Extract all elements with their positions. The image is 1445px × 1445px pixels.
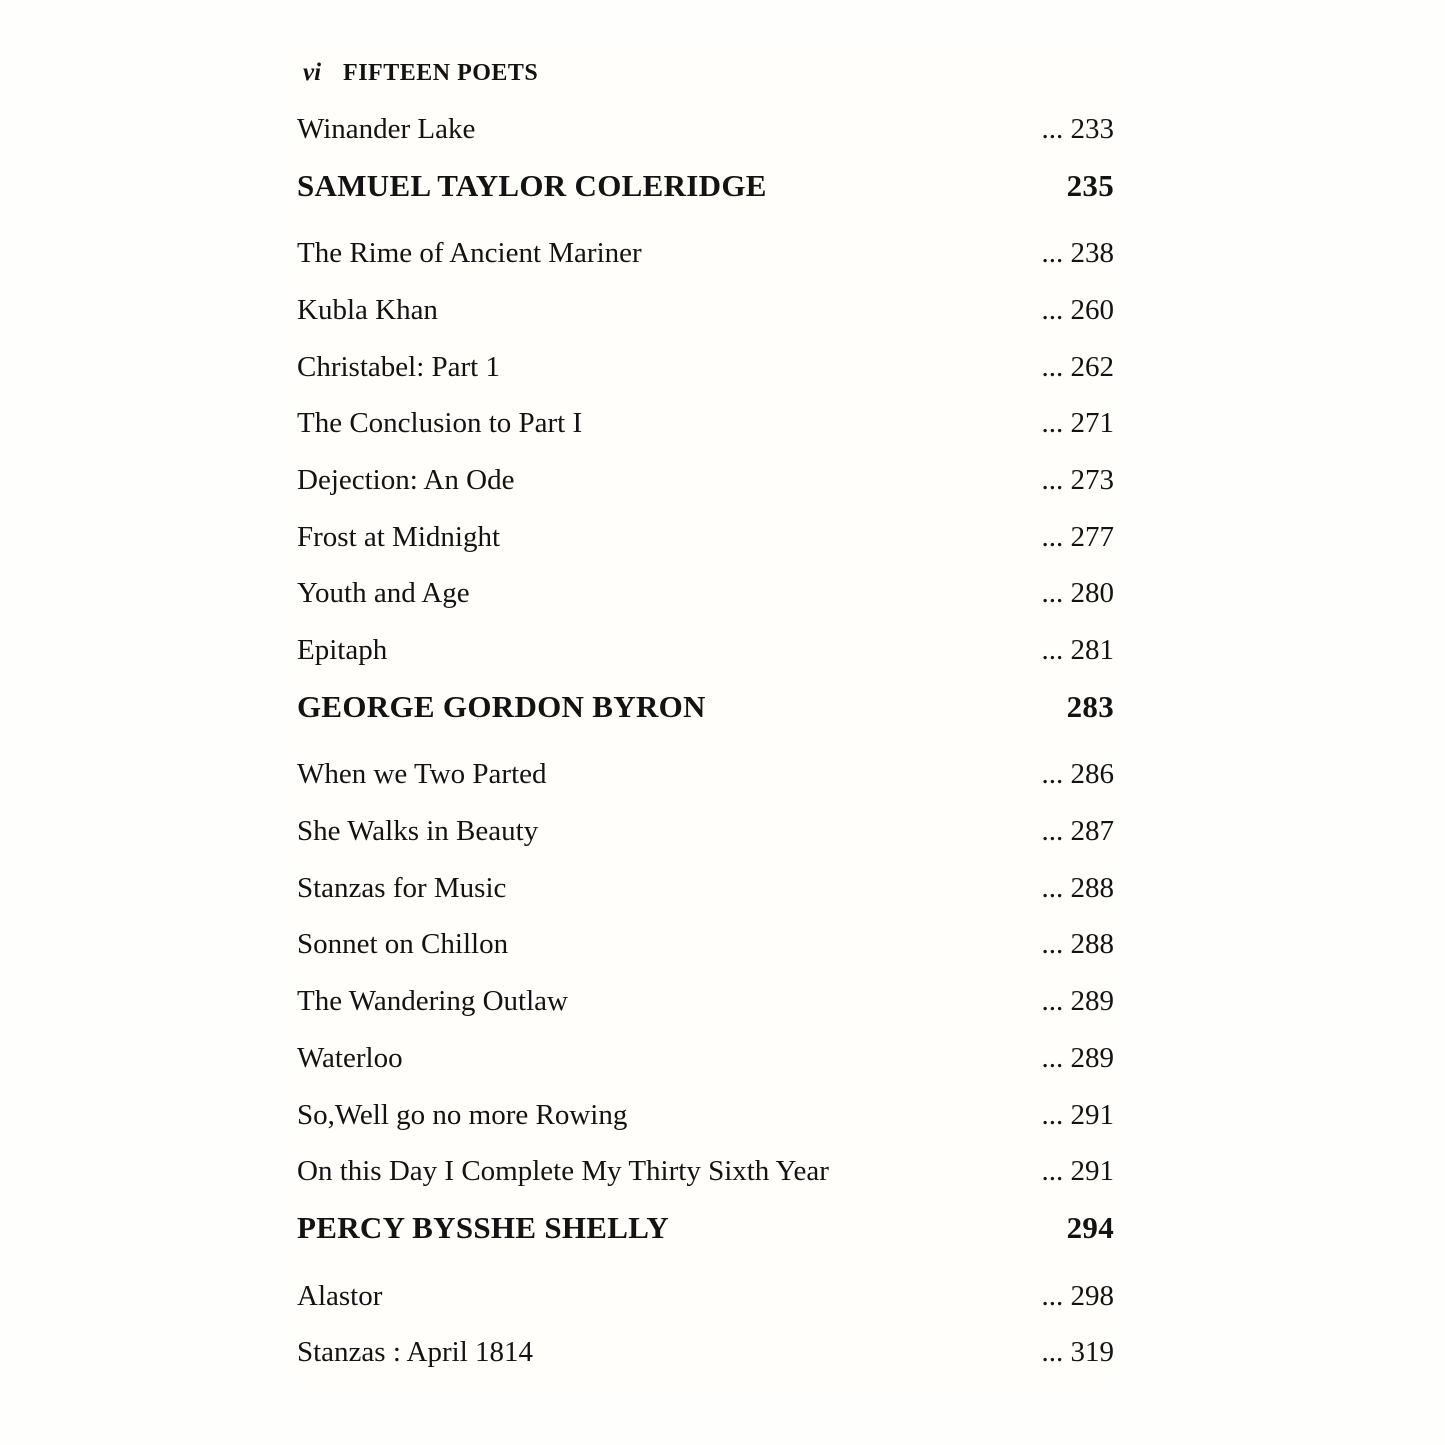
running-title: FIFTEEN POETS xyxy=(343,59,539,86)
toc-entry-page: ... 280 xyxy=(1041,577,1114,610)
toc-entry-title: On this Day I Complete My Thirty Sixth Year xyxy=(297,1155,829,1188)
toc-entry-title: Youth and Age xyxy=(297,577,470,610)
toc-entry-page: 235 xyxy=(1066,168,1114,204)
toc-entry-page: ... 319 xyxy=(1041,1336,1114,1369)
toc-entry-title: The Wandering Outlaw xyxy=(297,985,568,1018)
page-header xyxy=(297,45,1114,101)
toc-item-row xyxy=(297,395,1114,452)
toc-item-row xyxy=(297,1324,1114,1381)
toc-entry-page: ... 233 xyxy=(1041,112,1114,145)
toc-item-row xyxy=(297,803,1114,860)
toc-entry-page: ... 287 xyxy=(1041,815,1114,848)
toc-item-row xyxy=(297,101,1114,158)
toc-item-row xyxy=(297,747,1114,804)
toc-entry-page: ... 260 xyxy=(1041,293,1114,326)
toc-entry-page: ... 277 xyxy=(1041,520,1114,553)
toc-section-row xyxy=(297,1200,1114,1257)
toc-entry-page: ... 286 xyxy=(1041,758,1114,791)
toc-entry-page: 294 xyxy=(1066,1210,1114,1246)
toc-item-row xyxy=(297,509,1114,566)
toc-list xyxy=(297,101,1114,1381)
toc-entry-page: ... 281 xyxy=(1041,634,1114,667)
toc-item-row xyxy=(297,566,1114,623)
toc-section-row xyxy=(297,679,1114,736)
toc-entry-title: SAMUEL TAYLOR COLERIDGE xyxy=(297,168,767,204)
toc-content xyxy=(297,45,1114,1381)
toc-entry-page: ... 289 xyxy=(1041,1041,1114,1074)
toc-entry-title: The Rime of Ancient Mariner xyxy=(297,237,642,270)
toc-entry-title: Kubla Khan xyxy=(297,293,438,326)
toc-item-row xyxy=(297,1268,1114,1325)
toc-entry-title: Frost at Midnight xyxy=(297,520,501,553)
toc-entry-title: Epitaph xyxy=(297,634,388,667)
toc-entry-title: Winander Lake xyxy=(297,112,476,145)
toc-entry-title: GEORGE GORDON BYRON xyxy=(297,689,706,725)
toc-entry-title: Stanzas for Music xyxy=(297,871,507,904)
toc-entry-page: ... 271 xyxy=(1041,407,1114,440)
toc-entry-page: ... 291 xyxy=(1041,1155,1114,1188)
toc-entry-page: ... 289 xyxy=(1041,985,1114,1018)
toc-entry-title: Christabel: Part 1 xyxy=(297,350,500,383)
toc-entry-title: PERCY BYSSHE SHELLY xyxy=(297,1210,670,1246)
toc-entry-title: Dejection: An Ode xyxy=(297,463,515,496)
toc-item-row xyxy=(297,282,1114,339)
toc-entry-page: ... 288 xyxy=(1041,928,1114,961)
toc-item-row xyxy=(297,860,1114,917)
toc-entry-page: ... 273 xyxy=(1041,463,1114,496)
folio-number: vi xyxy=(303,59,322,86)
toc-entry-page: ... 291 xyxy=(1041,1098,1114,1131)
toc-entry-page: ... 288 xyxy=(1041,871,1114,904)
toc-item-row xyxy=(297,1143,1114,1200)
toc-entry-page: ... 298 xyxy=(1041,1279,1114,1312)
toc-item-row xyxy=(297,917,1114,974)
toc-entry-title: Waterloo xyxy=(297,1041,403,1074)
toc-entry-title: So,Well go no more Rowing xyxy=(297,1098,628,1131)
toc-item-row xyxy=(297,1030,1114,1087)
toc-item-row xyxy=(297,1087,1114,1144)
toc-item-row xyxy=(297,339,1114,396)
toc-item-row xyxy=(297,973,1114,1030)
toc-item-row xyxy=(297,225,1114,282)
toc-section-row xyxy=(297,158,1114,215)
toc-entry-page: 283 xyxy=(1066,689,1114,725)
toc-entry-title: She Walks in Beauty xyxy=(297,815,539,848)
toc-item-row xyxy=(297,622,1114,679)
toc-entry-title: Alastor xyxy=(297,1279,383,1312)
toc-entry-title: Sonnet on Chillon xyxy=(297,928,509,961)
toc-entry-page: ... 238 xyxy=(1041,237,1114,270)
toc-entry-title: When we Two Parted xyxy=(297,758,547,791)
toc-item-row xyxy=(297,452,1114,509)
toc-entry-title: The Conclusion to Part I xyxy=(297,407,583,440)
toc-entry-page: ... 262 xyxy=(1041,350,1114,383)
toc-entry-title: Stanzas : April 1814 xyxy=(297,1336,534,1369)
